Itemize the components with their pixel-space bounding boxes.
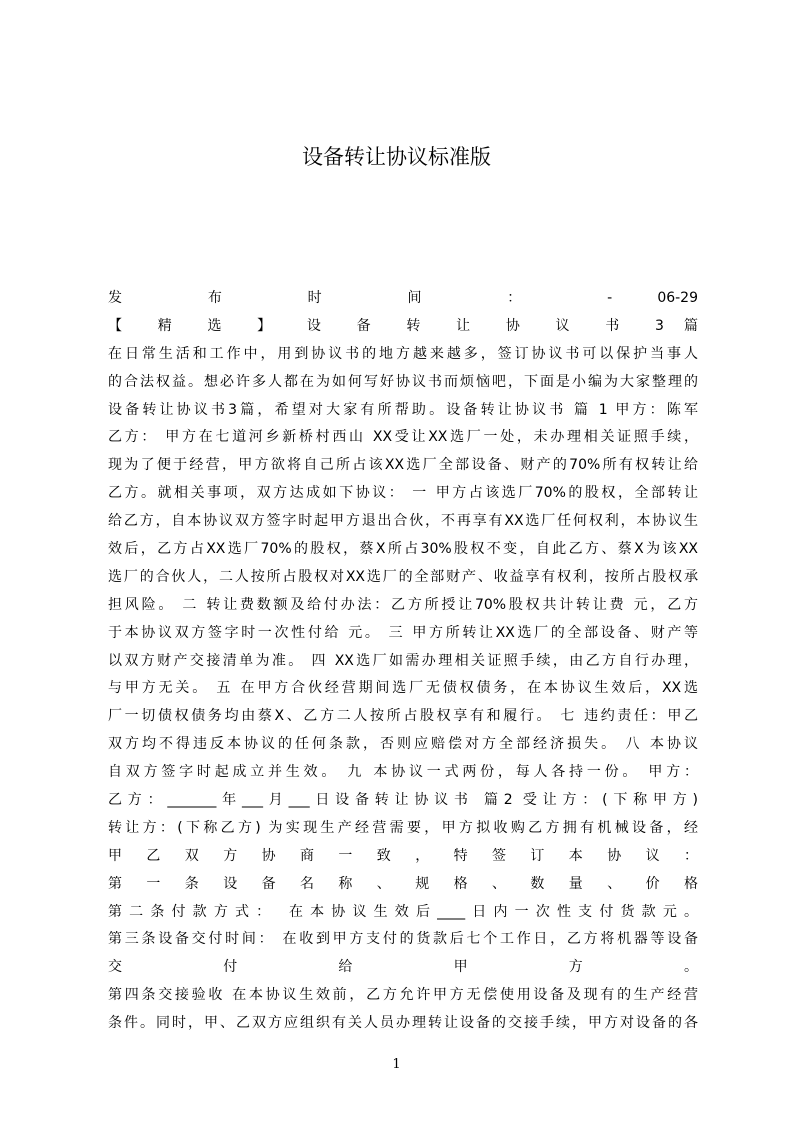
body-line: 第 一 条 设 备 名 称 、 规 格 、 数 量 、 价 格: [108, 875, 698, 892]
body-line: 双方均不得违反本协议的任何条款，否则应赔偿对方全部经济损失。 八 本协议: [108, 736, 698, 753]
body-line: 转让方：(下称乙方) 为实现生产经营需要，甲方拟收购乙方拥有机械设备，经: [108, 819, 698, 836]
body-line: 以双方财产交接清单为准。 四 XX选厂如需办理相关证照手续，由乙方自行办理，: [108, 652, 698, 669]
publish-time-line: 发 布 时 间 ： - 06-29: [108, 290, 698, 306]
body-line: 甲 乙 双 方 协 商 一 致 ， 特 签 订 本 协 议 ：: [108, 847, 698, 864]
body-line: 第三条设备交付时间： 在收到甲方支付的货款后七个工作日，乙方将机器等设备: [108, 931, 698, 948]
body-line: 交 付 给 甲 方 。: [108, 959, 698, 976]
body-line: 担风险。 二 转让费数额及给付办法：乙方所授让70%股权共计转让费 元，乙方: [108, 596, 698, 613]
page-number: 1: [392, 1057, 401, 1072]
body-line: 乙方：_______年___月___日设备转让协议书 篇2 受让方：(下称甲方): [108, 792, 698, 809]
body-line: 给乙方，自本协议双方签字时起甲方退出合伙，不再享有XX选厂任何权利，本协议生: [108, 513, 698, 530]
body-line: 现为了便于经营，甲方欲将自己所占该XX选厂全部设备、财产的70%所有权转让给: [108, 457, 698, 474]
body-line: 选厂的合伙人，二人按所占股权对XX选厂的全部财产、收益享有权利，按所占股权承: [108, 568, 698, 585]
body-line: 乙方。就相关事项，双方达成如下协议： 一 甲方占该选厂70%的股权，全部转让: [108, 485, 698, 502]
body-line: 条件。同时，甲、乙双方应组织有关人员办理转让设备的交接手续，甲方对设备的各: [108, 1015, 698, 1032]
body-line: 在日常生活和工作中，用到协议书的地方越来越多，签订协议书可以保护当事人: [108, 345, 698, 362]
body-line: 于本协议双方签字时一次性付给 元。 三 甲方所转让XX选厂的全部设备、财产等: [108, 624, 698, 641]
body-line: 第四条交接验收 在本协议生效前，乙方允许甲方无偿使用设备及现有的生产经营: [108, 987, 698, 1004]
body-line: 【 精 选 】 设 备 转 让 协 议 书 3 篇: [108, 317, 698, 334]
body-line: 自双方签字时起成立并生效。 九 本协议一式两份，每人各持一份。 甲方：: [108, 764, 698, 781]
body-line: 效后，乙方占XX选厂70%的股权，蔡X所占30%股权不变，自此乙方、蔡X为该XX: [108, 541, 698, 558]
body-line: 的合法权益。想必许多人都在为如何写好协议书而烦恼吧，下面是小编为大家整理的: [108, 373, 698, 390]
body-line: 第二条付款方式： 在本协议生效后____日内一次性支付货款元。: [108, 903, 698, 920]
document-title: 设备转让协议标准版: [302, 145, 491, 169]
document-body: [108, 285, 698, 1038]
body-line: 厂一切债权债务均由蔡X、乙方二人按所占股权享有和履行。 七 违约责任：甲乙: [108, 708, 698, 725]
body-line: 与甲方无关。 五 在甲方合伙经营期间选厂无债权债务，在本协议生效后，XX选: [108, 680, 698, 697]
body-line: 乙方： 甲方在七道河乡新桥村西山 XX受让XX选厂一处，未办理相关证照手续，: [108, 429, 698, 446]
body-line: 设备转让协议书3篇，希望对大家有所帮助。设备转让协议书 篇 1 甲方：陈军: [108, 401, 698, 418]
